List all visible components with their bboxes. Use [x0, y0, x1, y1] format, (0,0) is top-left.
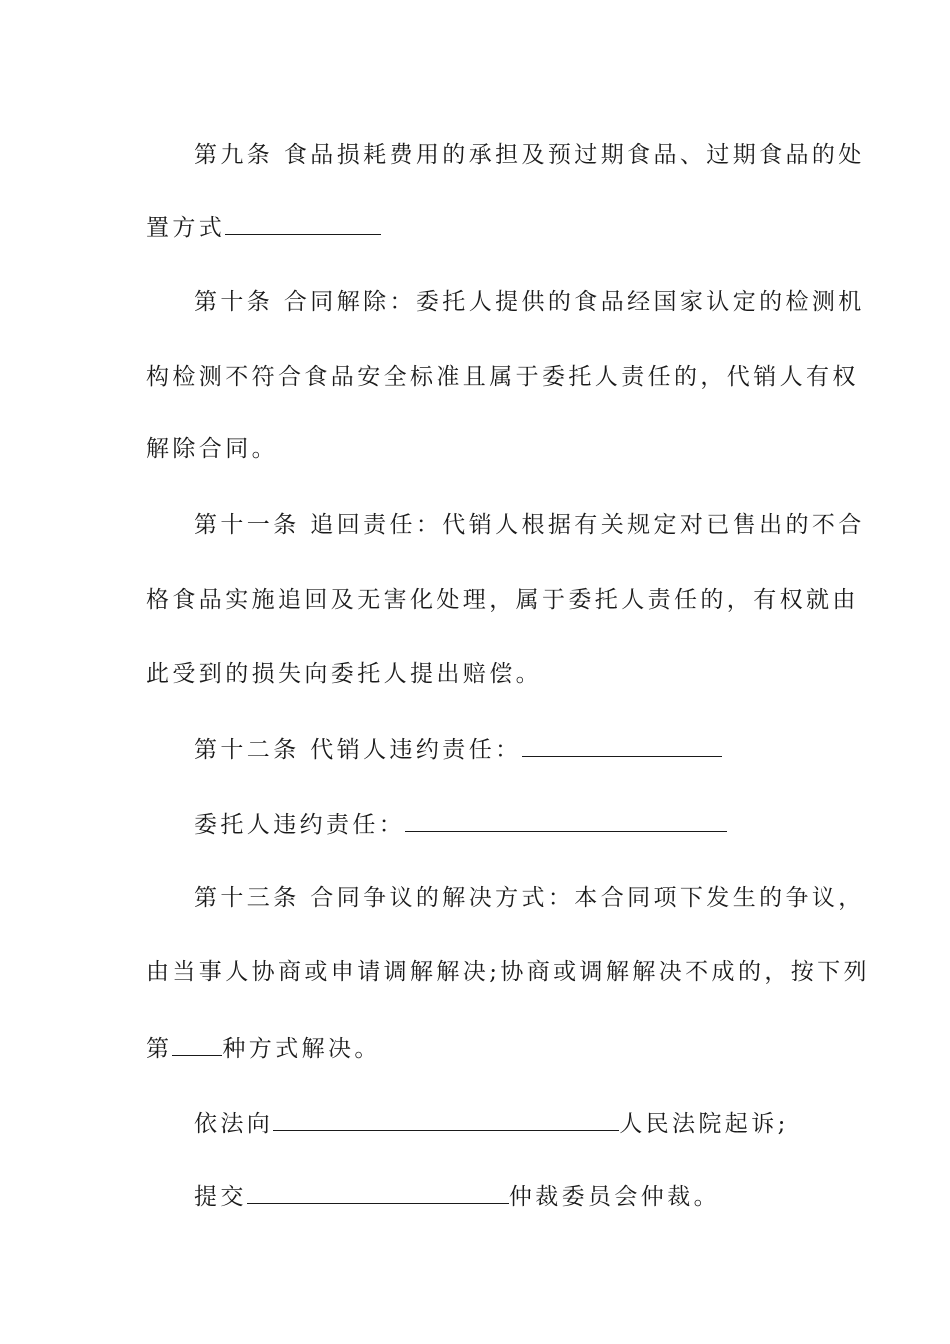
article-12-line-2 — [194, 809, 854, 840]
agent-liability-blank[interactable] — [522, 734, 722, 757]
disposal-method-blank[interactable] — [225, 212, 381, 235]
litigation-option — [194, 1108, 854, 1139]
arbitration-option — [194, 1181, 854, 1212]
article-10-line-2: 构检测不符合食品安全标准且属于委托人责任的，代销人有权 — [146, 364, 859, 390]
principal-liability-label: 委托人违约责任： — [194, 812, 406, 838]
litigation-prefix: 依法向 — [194, 1111, 274, 1137]
arbitration-committee-blank[interactable] — [247, 1181, 509, 1204]
arbitration-suffix: 仲裁委员会仲裁。 — [508, 1184, 721, 1210]
article-13-line-2: 由当事人协商或申请调解解决;协商或调解解决不成的，按下列 — [146, 959, 870, 985]
litigation-suffix: 人民法院起诉; — [619, 1111, 789, 1137]
article-9-line-2-text: 置方式 — [146, 215, 226, 241]
article-13-line-3 — [146, 1033, 806, 1064]
article-10-line-3: 解除合同。 — [146, 436, 278, 462]
resolution-method-blank[interactable] — [172, 1033, 222, 1056]
arbitration-prefix: 提交 — [194, 1184, 247, 1210]
article-11-line-1: 第十一条 追回责任：代销人根据有关规定对已售出的不合 — [194, 512, 865, 538]
court-name-blank[interactable] — [273, 1108, 619, 1131]
article-13-line-1: 第十三条 合同争议的解决方式：本合同项下发生的争议， — [194, 885, 865, 911]
article-9-line-2 — [146, 212, 806, 243]
article-12-line-1 — [194, 734, 854, 765]
article-11-line-3: 此受到的损失向委托人提出赔偿。 — [146, 661, 542, 687]
article-11-line-2: 格食品实施追回及无害化处理，属于委托人责任的，有权就由 — [146, 587, 859, 613]
principal-liability-blank[interactable] — [405, 809, 727, 832]
article-10-line-1: 第十条 合同解除：委托人提供的食品经国家认定的检测机 — [194, 289, 865, 315]
agent-liability-label: 第十二条 代销人违约责任： — [194, 737, 522, 763]
article-13-line-3-prefix: 第 — [146, 1036, 173, 1062]
article-9-line-1: 第九条 食品损耗费用的承担及预过期食品、过期食品的处 — [194, 142, 865, 168]
article-13-line-3-suffix: 种方式解决。 — [222, 1036, 381, 1062]
